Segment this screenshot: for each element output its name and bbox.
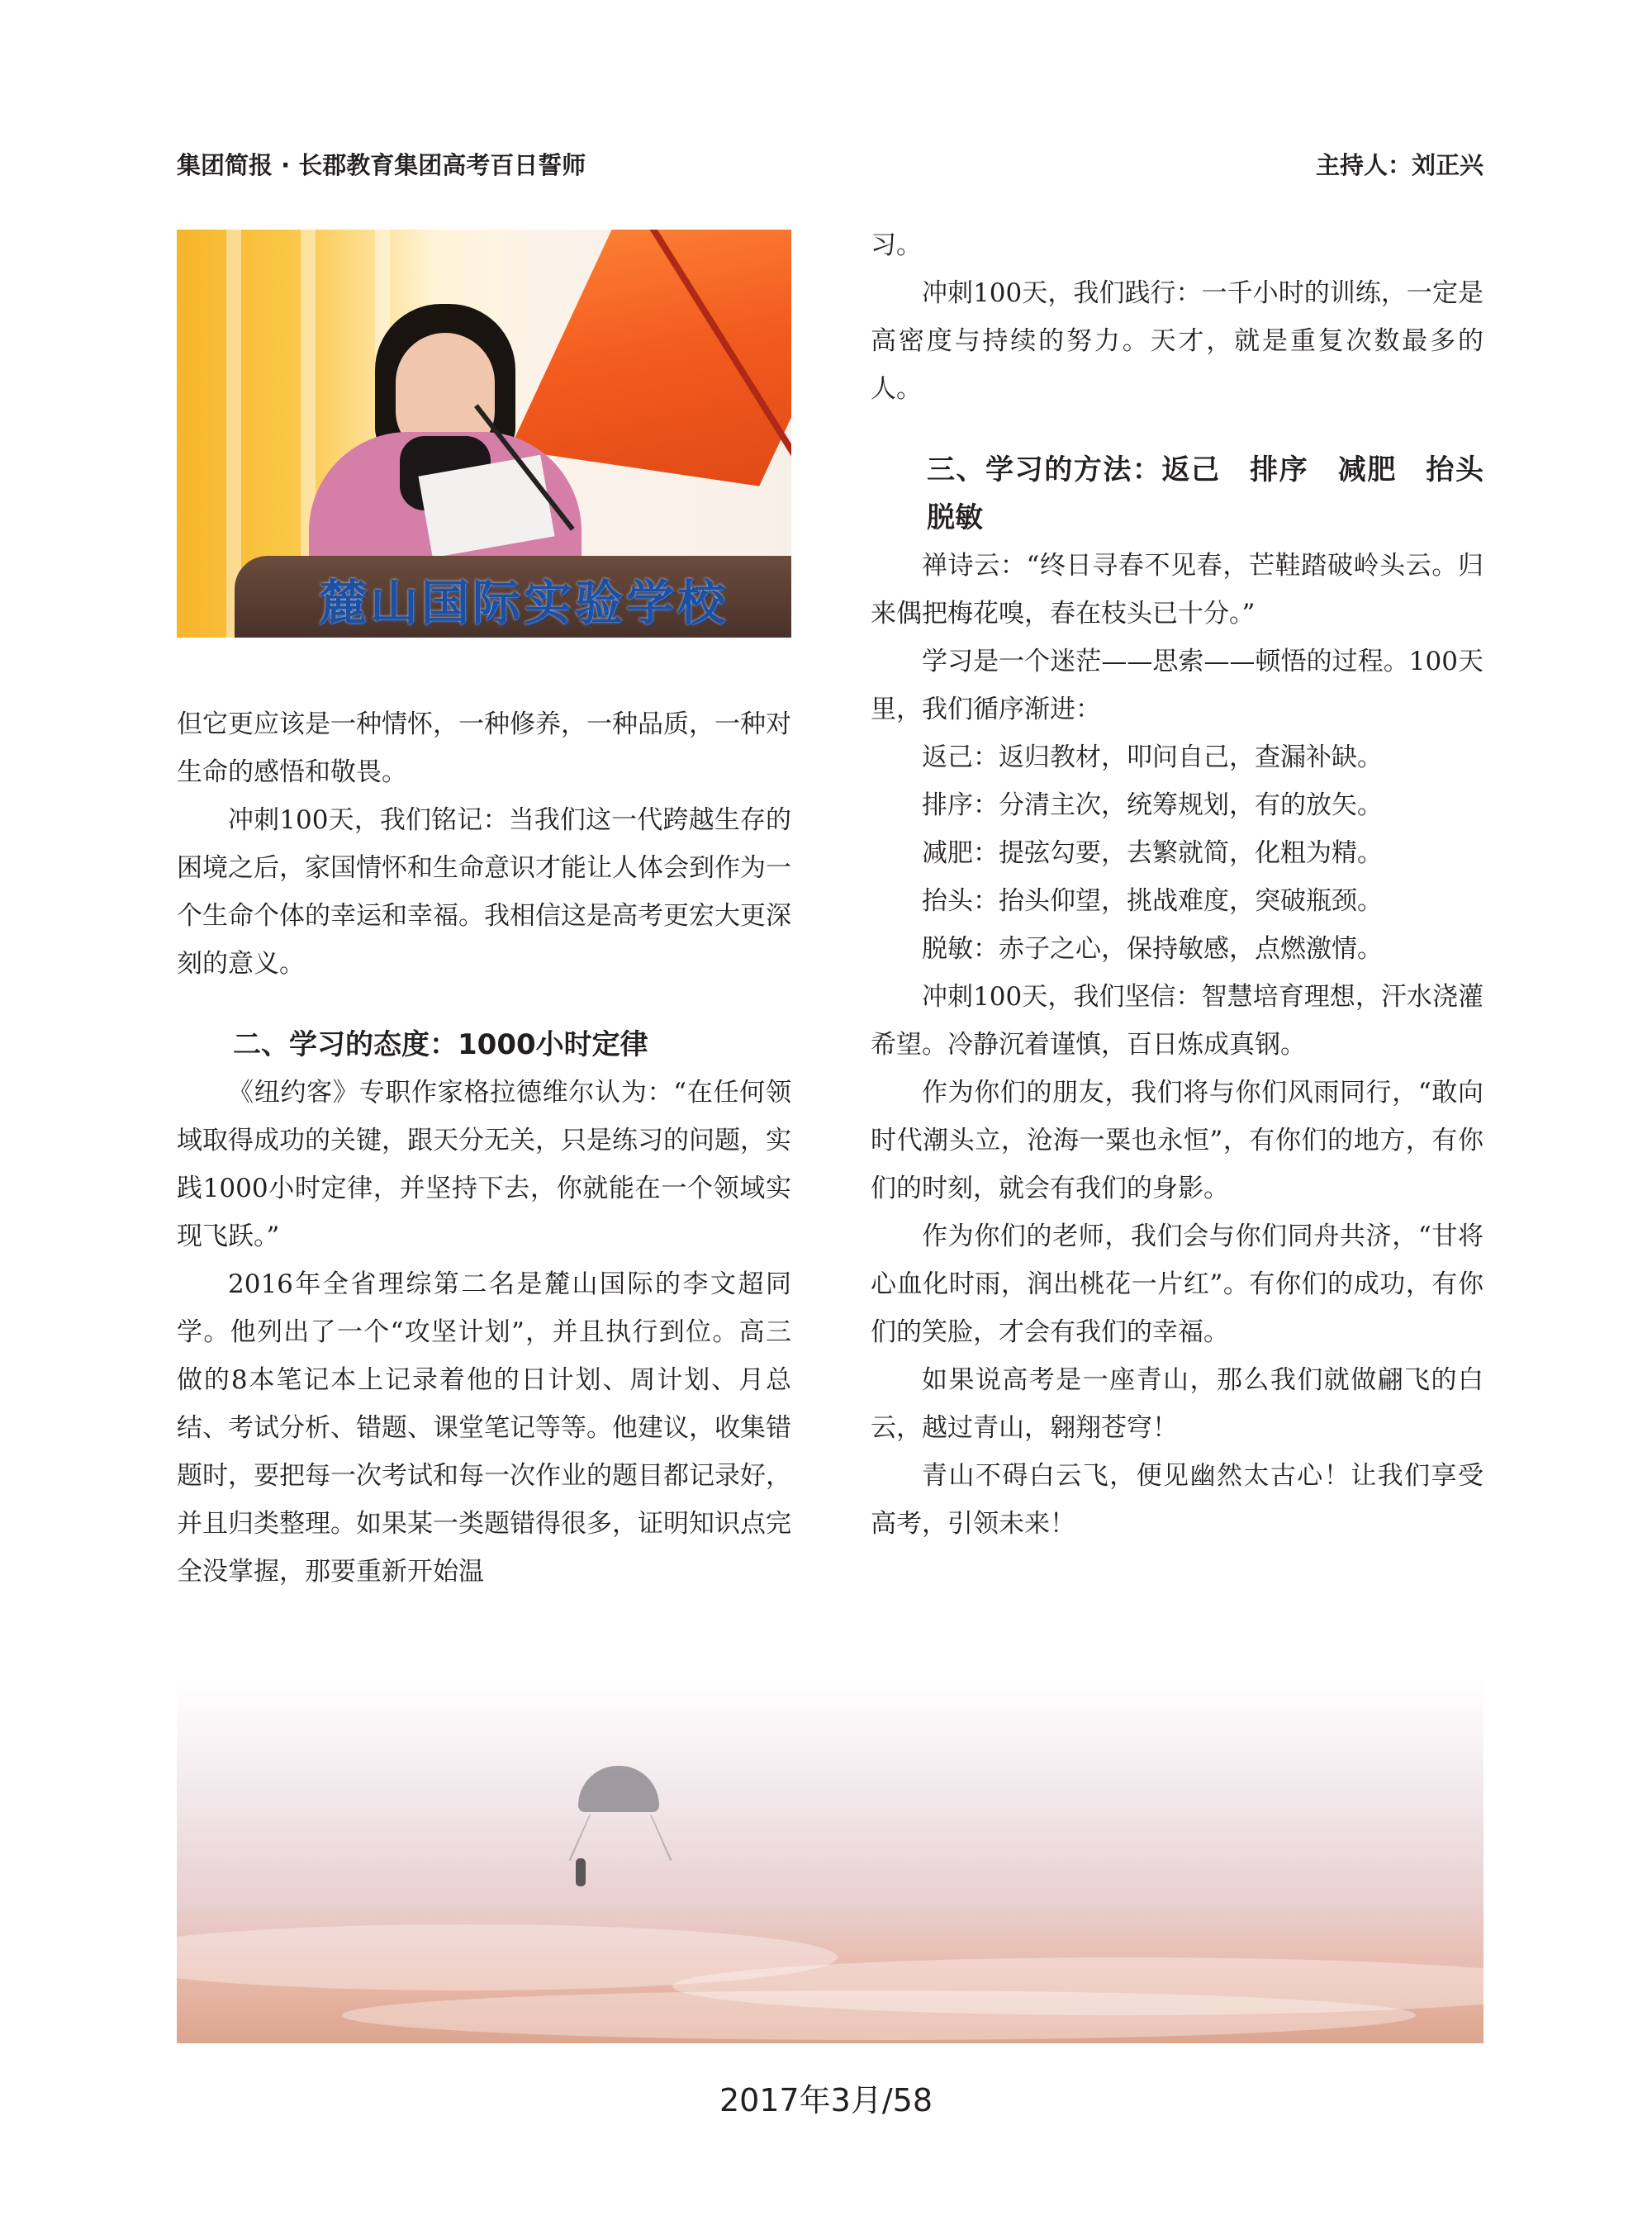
body-paragraph: 但它更应该是一种情怀，一种修养，一种品质，一种对生命的感悟和敬畏。 (177, 709, 791, 787)
body-paragraph: 禅诗云：“终日寻春不见春，芒鞋踏破岭头云。归来偶把梅花嗅，春在枝头已十分。” (871, 551, 1483, 629)
header-title: 集团简报 · 长郡教育集团高考百日誓师 (177, 151, 586, 179)
body-paragraph: 排序：分清主次，统筹规划，有的放矢。 (922, 790, 1383, 820)
body-paragraph: 作为你们的老师，我们会与你们同舟共济，“甘将心血化时雨，润出桃花一片红”。有你们的成功，有你们的笑脸，才会有我们的幸福。 (871, 1222, 1483, 1347)
body-paragraph: 青山不碍白云飞，便见幽然太古心！让我们享受高考，引领未来！ (871, 1461, 1483, 1539)
running-header (177, 147, 1483, 188)
photo-flag (510, 230, 791, 486)
body-paragraph: 学习是一个迷茫——思索——顿悟的过程。100天里，我们循序渐进： (871, 647, 1483, 724)
photo-cloud (342, 1990, 1416, 2040)
header-host: 主持人：刘正兴 (1315, 151, 1483, 179)
left-column (177, 700, 791, 1596)
speaker-photo (177, 230, 791, 638)
body-paragraph: 作为你们的朋友，我们将与你们风雨同行，“敢向时代潮头立，沧海一粟也永恒”，有你们的地方，有你们的时刻，就会有我们的身影。 (871, 1078, 1483, 1203)
body-paragraph: 冲刺100天，我们坚信：智慧培育理想，汗水浇灌希望。冷静沉着谨慎，百日炼成真钢。 (871, 982, 1483, 1060)
body-paragraph: 脱敏：赤子之心，保持敏感，点燃激情。 (922, 934, 1383, 964)
page-footer: 2017年3月/58 (719, 2082, 933, 2118)
body-paragraph: 返己：返归教材，叩问自己，查漏补缺。 (922, 742, 1383, 772)
section-heading: 三、学习的方法：返己 排序 减肥 抬头 脱敏 (927, 453, 1512, 534)
body-paragraph: 习。 (871, 230, 922, 260)
podium-label: 麓山国际实验学校 (318, 575, 729, 631)
body-paragraph: 如果说高考是一座青山，那么我们就做翩飞的白云，越过青山，翱翔苍穹！ (871, 1365, 1483, 1443)
right-column (871, 221, 1512, 1548)
body-paragraph: 冲刺100天，我们铭记：当我们这一代跨越生存的困境之后，家国情怀和生命意识才能让人体会到作为一个生命个体的幸运和幸福。我相信这是高考更宏大更深刻的意义。 (177, 805, 791, 979)
body-paragraph: 减肥：提弦勾要，去繁就简，化粗为精。 (922, 838, 1383, 868)
body-paragraph: 2016年全省理综第二名是麓山国际的李文超同学。他列出了一个“攻坚计划”，并且执行到位。高三做的8本笔记本上记录着他的日计划、周计划、月总结、考试分析、错题、课堂笔记等等。他建议，收集错题时，要把每一次考试和每一次作业的题目都记录好，并且归类整理。如果某一类题错得很多，证明知识点完全没掌握，那要重新开始温 (177, 1269, 791, 1587)
body-paragraph: 冲刺100天，我们践行：一千小时的训练，一定是高密度与持续的努力。天才，就是重复次数最多的人。 (871, 278, 1483, 404)
sky-photo (177, 1677, 1483, 2043)
body-paragraph: 《纽约客》专职作家格拉德维尔认为：“在任何领域取得成功的关键，跟天分无关，只是练习的问题，实践1000小时定律，并坚持下去，你就能在一个领域实现飞跃。” (177, 1078, 791, 1251)
section-heading: 二、学习的态度：1000小时定律 (233, 1028, 648, 1061)
body-paragraph: 抬头：抬头仰望，挑战难度，突破瓶颈。 (922, 886, 1383, 916)
parachutist (576, 1858, 586, 1886)
